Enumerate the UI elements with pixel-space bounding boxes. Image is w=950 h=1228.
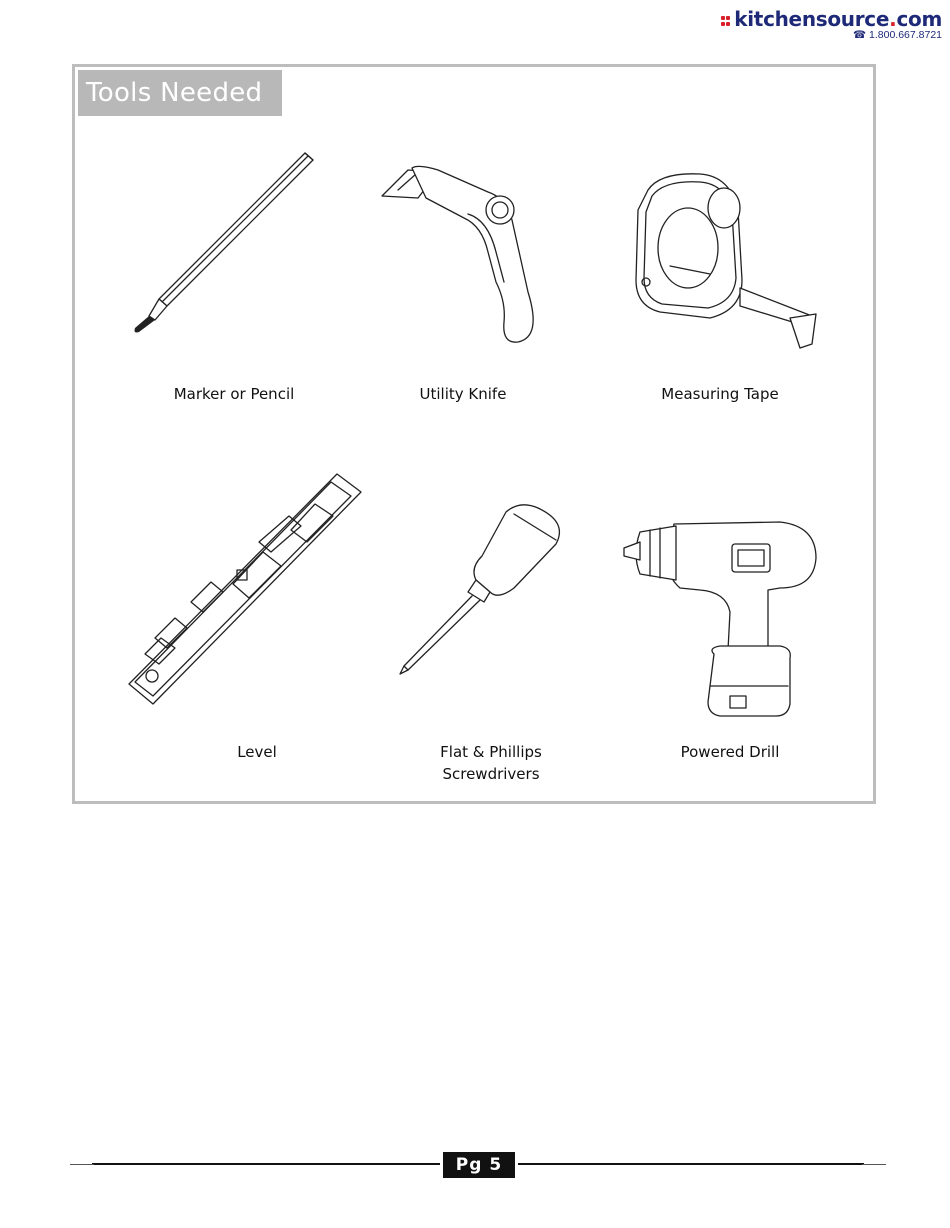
tool-label-powered-drill: Powered Drill [680, 743, 780, 761]
level-icon [125, 470, 370, 710]
footer-rule-right-end [862, 1164, 886, 1165]
logo-text: kitchensource [734, 7, 890, 31]
screwdriver-icon [396, 500, 571, 680]
tool-label-marker: Marker or Pencil [173, 385, 295, 403]
tool-label-screwdrivers: Flat & Phillips [440, 743, 542, 761]
pencil-icon [125, 148, 325, 343]
logo-tld: com [896, 7, 942, 31]
drill-icon [620, 518, 820, 723]
tool-label-level: Level [237, 743, 277, 761]
footer-rule-left-end [70, 1164, 94, 1165]
footer-rule-right [518, 1163, 864, 1165]
utility-knife-icon [378, 162, 558, 347]
footer-rule-left [92, 1163, 440, 1165]
logo-dot: . [889, 7, 897, 31]
phone-number: ☎ 1.800.667.8721 [853, 29, 942, 41]
section-title: Tools Needed [78, 70, 282, 116]
logo-dots-icon [721, 15, 731, 27]
tool-label-screwdrivers-line2: Screwdrivers [442, 765, 540, 783]
kitchensource-logo [721, 8, 942, 41]
tool-label-utility-knife: Utility Knife [419, 385, 507, 403]
tool-label-measuring-tape: Measuring Tape [661, 385, 779, 403]
measuring-tape-icon [630, 170, 820, 355]
page-number: Pg 5 [443, 1152, 515, 1178]
